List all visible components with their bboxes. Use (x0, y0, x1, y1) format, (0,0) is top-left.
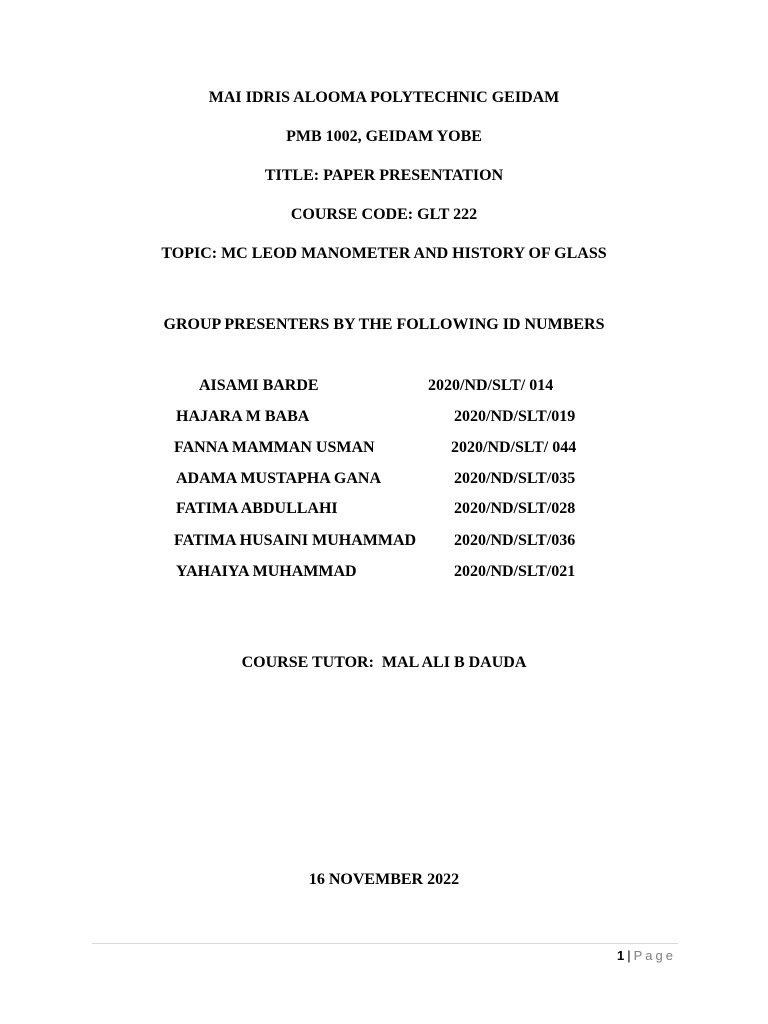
presentation-date: 16 NOVEMBER 2022 (308, 871, 460, 888)
institution-name: MAI IDRIS ALOOMA POLYTECHNIC GEIDAM (208, 89, 560, 106)
topic: TOPIC: MC LEOD MANOMETER AND HISTORY OF GLASS (161, 245, 607, 262)
member-name: FATIMA ABDULLAHI (176, 500, 338, 517)
page-footer (617, 947, 676, 965)
member-name: AISAMI BARDE (199, 377, 319, 394)
course-tutor: COURSE TUTOR: MAL ALI B DAUDA (241, 654, 527, 671)
institution-address: PMB 1002, GEIDAM YOBE (286, 128, 482, 145)
course-code: COURSE CODE: GLT 222 (290, 206, 478, 223)
member-id: 2020/ND/SLT/ 014 (428, 377, 554, 394)
presentation-title: TITLE: PAPER PRESENTATION (264, 167, 504, 184)
footer-divider (92, 943, 678, 944)
member-id: 2020/ND/SLT/035 (454, 470, 576, 487)
page-number: 1 (617, 948, 625, 963)
page-label: Page (633, 948, 676, 963)
member-id: 2020/ND/SLT/036 (454, 532, 576, 549)
member-name: FATIMA HUSAINI MUHAMMAD (174, 532, 417, 549)
group-heading: GROUP PRESENTERS BY THE FOLLOWING ID NUMBERS (163, 316, 605, 333)
member-name: YAHAIYA MUHAMMAD (176, 563, 357, 580)
footer-separator: | (627, 948, 631, 963)
member-name: ADAMA MUSTAPHA GANA (176, 470, 382, 487)
member-name: FANNA MAMMAN USMAN (174, 439, 375, 456)
member-name: HAJARA M BABA (176, 408, 310, 425)
member-id: 2020/ND/SLT/028 (454, 500, 576, 517)
member-id: 2020/ND/SLT/021 (454, 563, 576, 580)
member-id: 2020/ND/SLT/019 (454, 408, 576, 425)
member-id: 2020/ND/SLT/ 044 (451, 439, 577, 456)
